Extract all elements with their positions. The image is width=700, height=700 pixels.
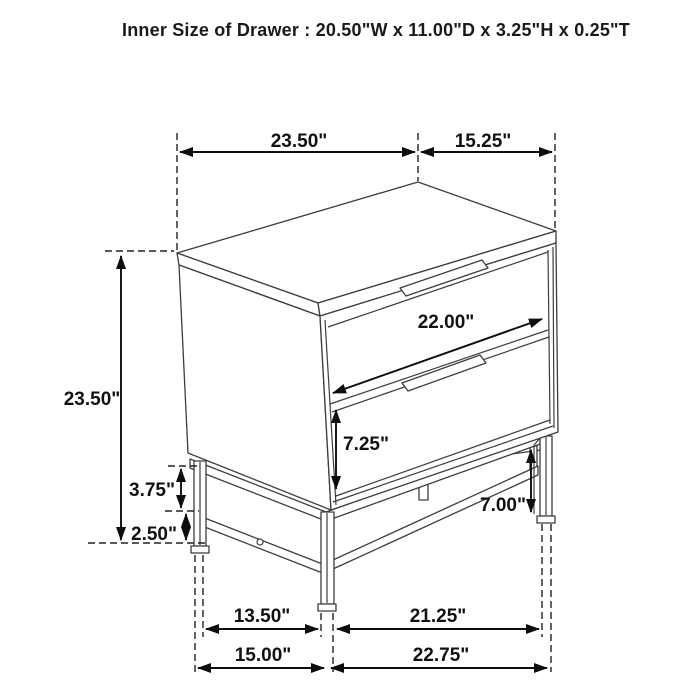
screw-hole — [257, 539, 263, 545]
dim-label-overall-height: 23.50" — [63, 389, 121, 410]
left-leg-foot — [191, 546, 209, 553]
dim-label-drawer-front-width: 22.00" — [417, 312, 475, 333]
dim-label-bottom-drawer-height: 7.25" — [343, 434, 389, 455]
front-leg-foot — [318, 604, 336, 611]
dim-label-stretcher-height: 2.50" — [131, 524, 177, 545]
page-title: Inner Size of Drawer : 20.50"W x 11.00"D x 3.25"H x 0.25"T — [122, 20, 630, 40]
dim-label-top-depth: 15.25" — [454, 131, 512, 152]
dim-label-base-outer-width: 15.00" — [234, 645, 292, 666]
dim-label-leg-clearance: 7.00" — [480, 495, 526, 516]
dim-label-base-top-gap: 3.75" — [129, 480, 175, 501]
front-leg — [318, 512, 336, 611]
left-leg — [191, 461, 209, 553]
dim-label-base-outer-depth: 22.75" — [412, 645, 470, 666]
dim-label-base-inner-width: 13.50" — [233, 606, 291, 627]
dim-label-top-width: 23.50" — [270, 131, 328, 152]
right-leg-foot — [537, 516, 555, 523]
cabinet-box — [177, 182, 558, 510]
dim-label-base-inner-depth: 21.25" — [409, 606, 467, 627]
